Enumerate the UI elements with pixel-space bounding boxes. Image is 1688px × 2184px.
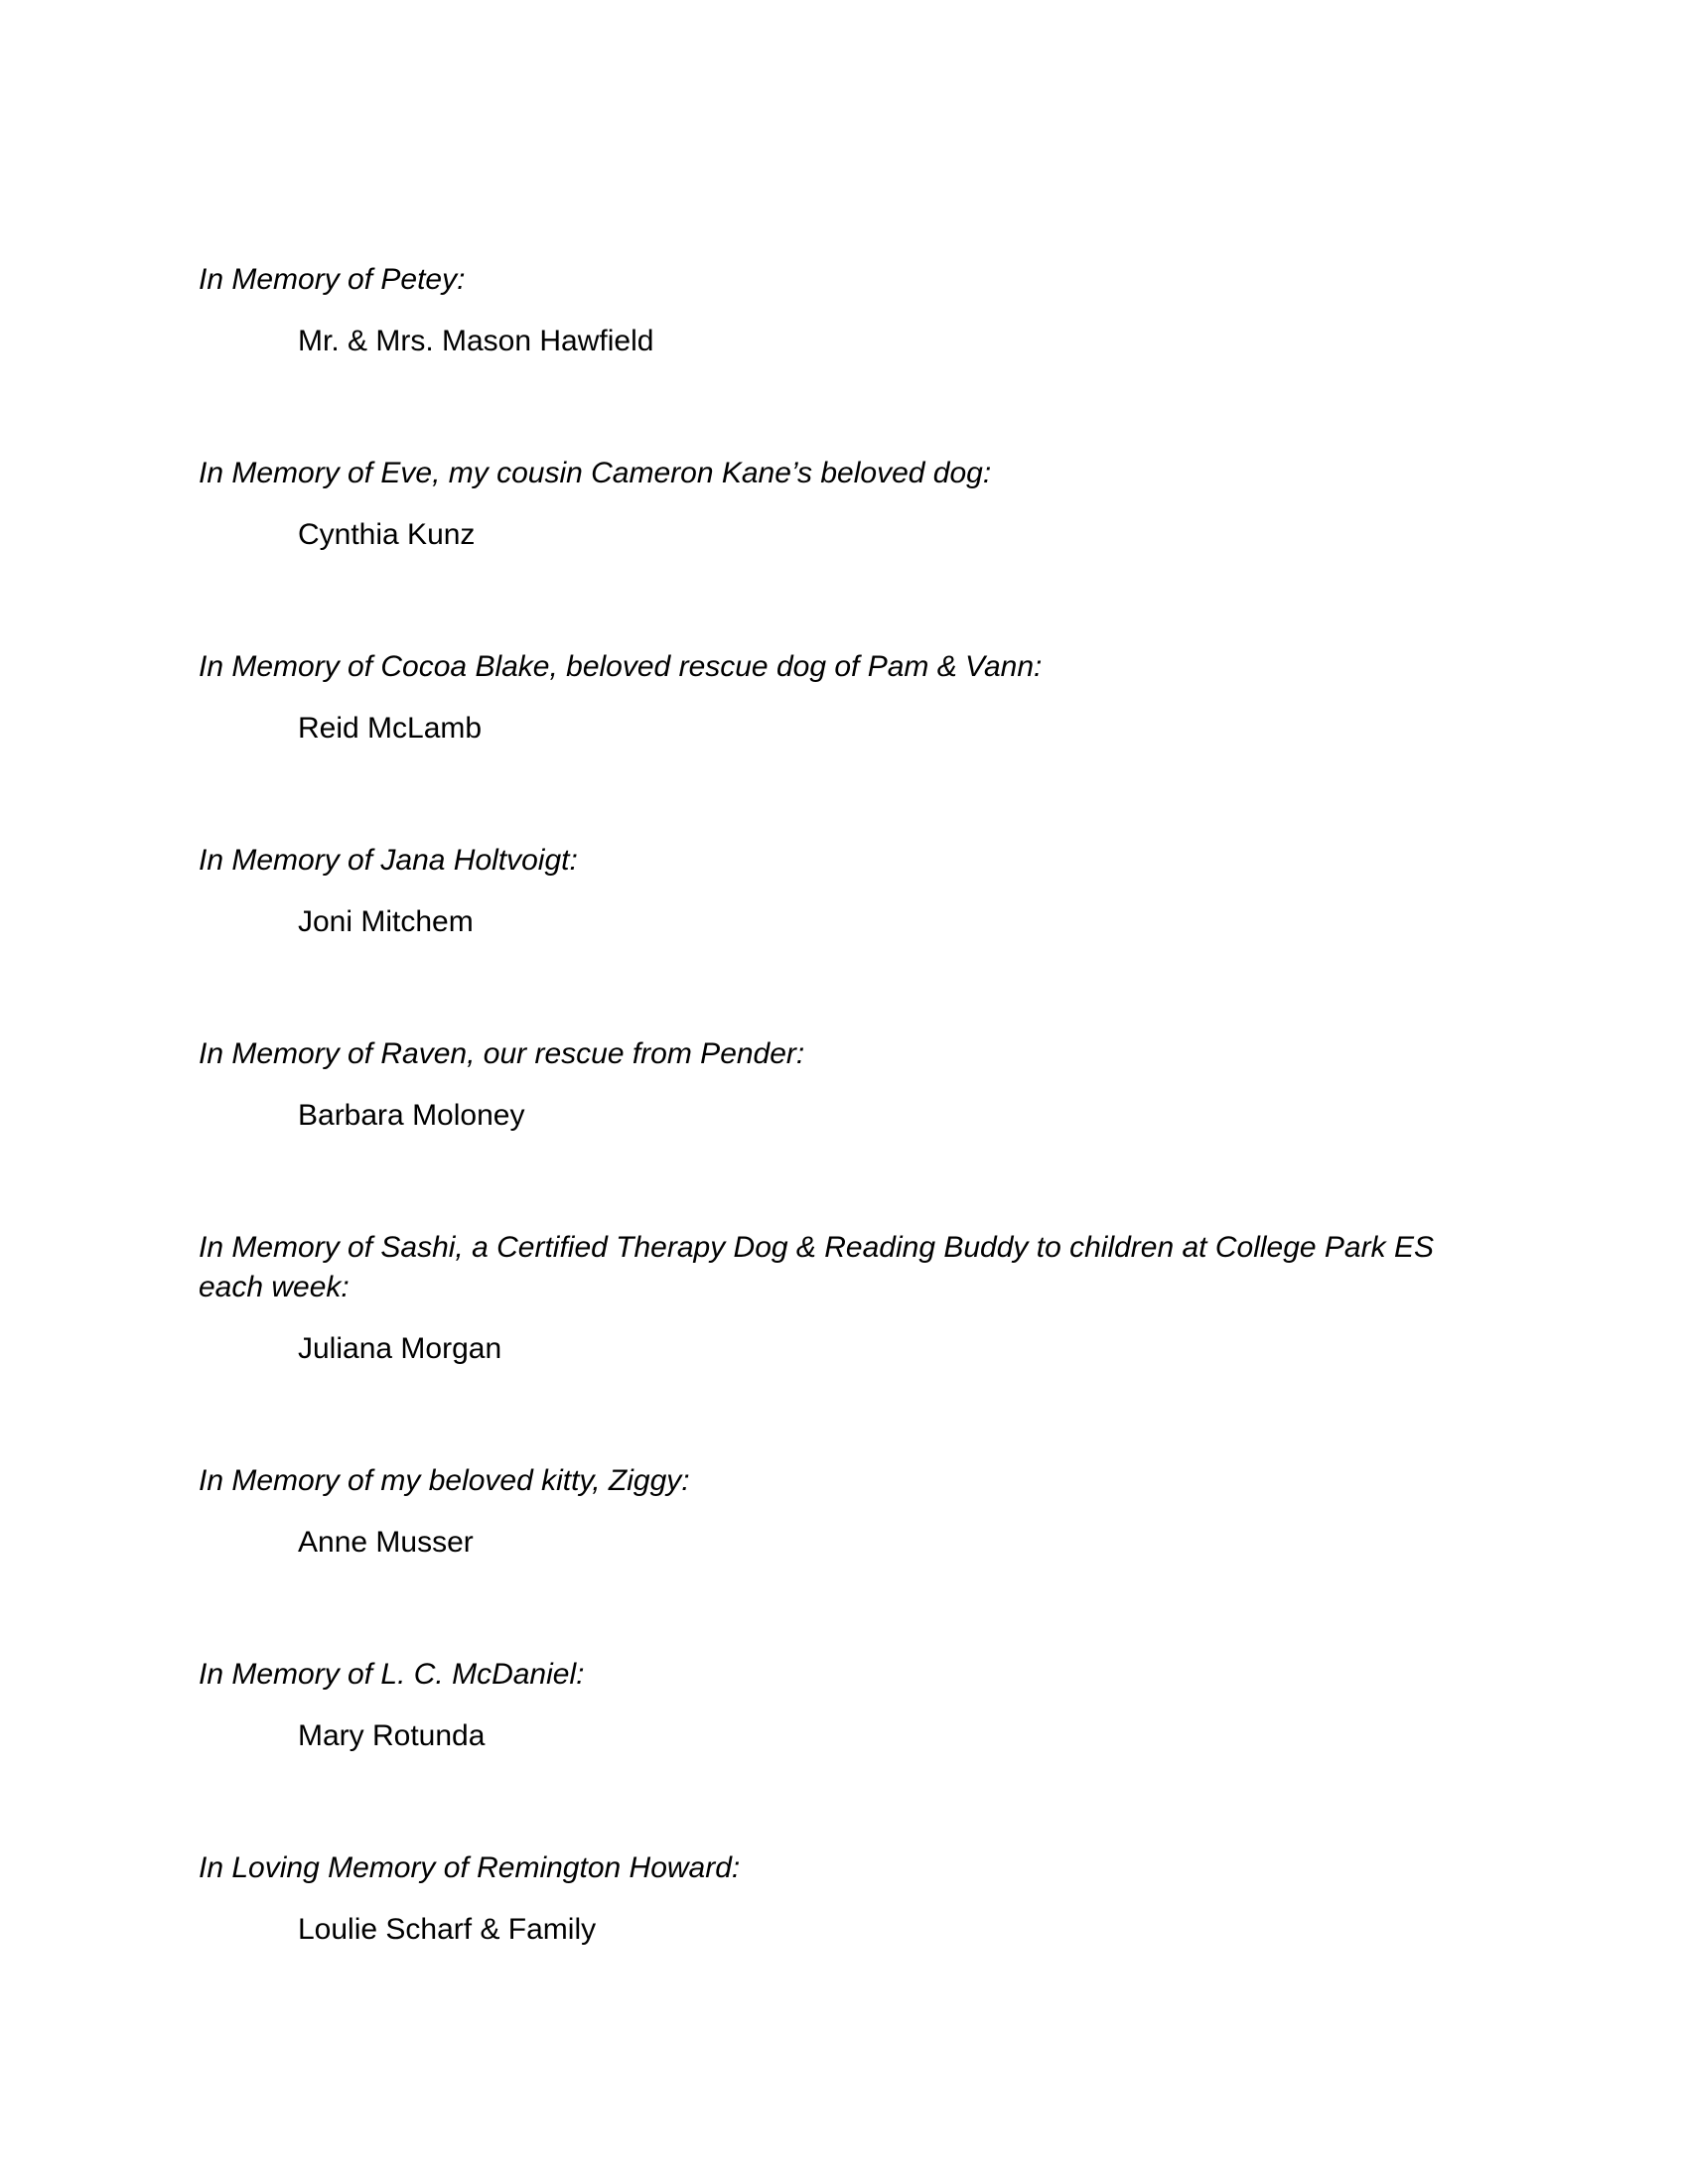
donor-name: Loulie Scharf & Family	[298, 1913, 597, 1946]
memorial-heading: In Memory of L. C. McDaniel:	[199, 1658, 585, 1691]
donor-name: Anne Musser	[298, 1526, 474, 1559]
memorial-entry	[199, 647, 1489, 749]
memorial-entry	[199, 454, 1489, 555]
memorial-heading: In Loving Memory of Remington Howard:	[199, 1851, 741, 1884]
donor-name: Cynthia Kunz	[298, 518, 476, 551]
donor-name: Reid McLamb	[298, 712, 483, 745]
memorial-entry	[199, 1228, 1489, 1369]
memorial-heading: In Memory of Cocoa Blake, beloved rescue dog of Pam & Vann:	[199, 650, 1043, 683]
memorial-entry	[199, 1034, 1489, 1136]
donor-name: Mary Rotunda	[298, 1719, 486, 1752]
memorial-heading: In Memory of Jana Holtvoigt:	[199, 844, 578, 877]
memorial-entry	[199, 841, 1489, 942]
memorial-entry	[199, 1655, 1489, 1756]
memorial-heading: In Memory of my beloved kitty, Ziggy:	[199, 1464, 690, 1497]
donor-name: Juliana Morgan	[298, 1332, 502, 1365]
memorial-heading: In Memory of Eve, my cousin Cameron Kane’s beloved dog:	[199, 457, 992, 489]
memorial-heading: In Memory of Raven, our rescue from Pender:	[199, 1037, 805, 1070]
memorial-heading: In Memory of Sashi, a Certified Therapy Dog & Reading Buddy to children at College Park ES each week:	[199, 1231, 1434, 1303]
donor-name: Mr. & Mrs. Mason Hawfield	[298, 325, 654, 357]
donor-name: Joni Mitchem	[298, 905, 474, 938]
memorial-list	[199, 260, 1489, 2042]
memorial-entry	[199, 1461, 1489, 1563]
memorial-entry	[199, 1848, 1489, 1950]
memorial-heading: In Memory of Petey:	[199, 263, 466, 296]
memorial-entry	[199, 260, 1489, 361]
donor-name: Barbara Moloney	[298, 1099, 525, 1132]
